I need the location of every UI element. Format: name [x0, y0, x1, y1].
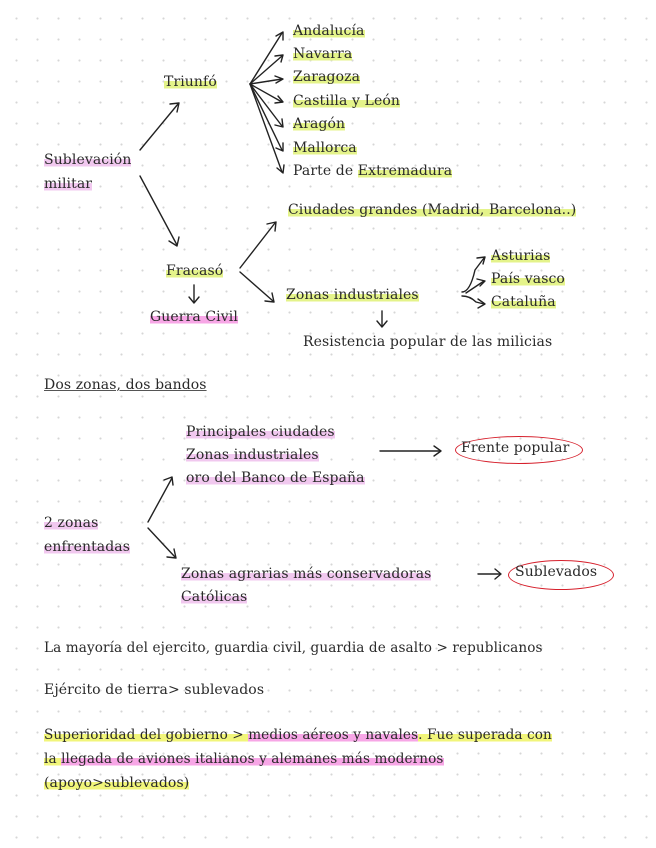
republican-item-industrial: Zonas industriales	[186, 447, 319, 463]
republican-item-cities: Principales ciudades	[186, 424, 335, 440]
republican-item-gold: oro del Banco de España	[186, 470, 365, 486]
note-line-3: Superioridad del gobierno > medios aéreos y navales. Fue superada con	[44, 727, 552, 743]
resistance-label: Resistencia popular de las milicias	[303, 334, 553, 350]
origin-label-line2: militar	[44, 176, 93, 192]
region-asturias: Asturias	[491, 248, 551, 264]
section-heading: Dos zonas, dos bandos	[44, 377, 207, 393]
region-pais-vasco: País vasco	[491, 271, 565, 287]
note-line-2: Ejército de tierra> sublevados	[44, 682, 265, 698]
origin-label-line1: Sublevación	[44, 152, 132, 168]
region-navarra: Navarra	[293, 46, 353, 62]
region-extremadura: Parte de Extremadura	[293, 163, 453, 179]
failure-label: Fracasó	[166, 263, 224, 279]
region-zaragoza: Zaragoza	[293, 69, 361, 85]
zones-label-line2: enfrentadas	[44, 539, 131, 555]
note-line-5: (apoyo>sublevados)	[44, 775, 190, 791]
rebel-item-catholic: Católicas	[181, 589, 248, 605]
rebel-item-agrarian: Zonas agrarias más conservadoras	[181, 566, 432, 582]
triumph-label: Triunfó	[164, 74, 217, 90]
region-cataluna: Cataluña	[491, 294, 556, 310]
region-aragon: Aragón	[293, 116, 346, 132]
zones-label-line1: 2 zonas	[44, 515, 99, 531]
note-line-1: La mayoría del ejercito, guardia civil, guardia de asalto > republicanos	[44, 640, 543, 656]
frente-popular-label: Frente popular	[461, 440, 570, 456]
big-cities-label: Ciudades grandes (Madrid, Barcelona..)	[288, 202, 577, 218]
civil-war-label: Guerra Civil	[150, 309, 238, 325]
sublevados-label: Sublevados	[515, 564, 598, 580]
industrial-zones-label: Zonas industriales	[286, 287, 419, 303]
region-castilla: Castilla y León	[293, 93, 400, 109]
note-line-4: la llegada de aviones italianos y alemanes más modernos	[44, 751, 444, 767]
region-mallorca: Mallorca	[293, 140, 357, 156]
region-andalucia: Andalucía	[293, 23, 365, 39]
